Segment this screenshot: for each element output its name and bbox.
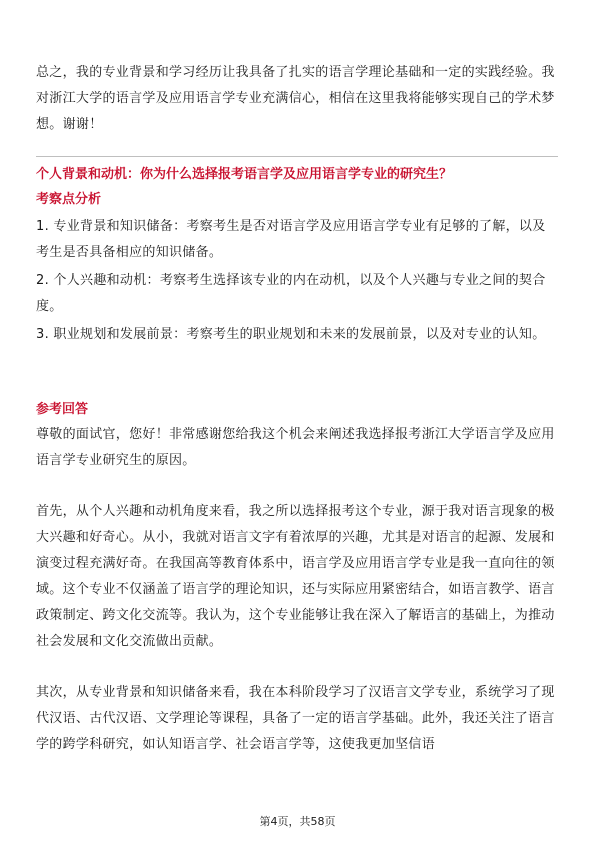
answer-label: 参考回答 — [36, 402, 89, 417]
answer-paragraph: 尊敬的面试官，您好！非常感谢您给我这个机会来阐述我选择报考浙江大学语言学及应用语言学专业研究生的原因。 — [36, 427, 555, 468]
question-heading: 个人背景和动机：你为什么选择报考语言学及应用语言学专业的研究生？ — [36, 167, 453, 182]
analysis-label: 考察点分析 — [36, 192, 102, 207]
analysis-point: 3. 职业规划和发展前景：考察考生的职业规划和未来的发展前景，以及对专业的认知。 — [36, 327, 546, 342]
answer-paragraph: 其次，从专业背景和知识储备来看，我在本科阶段学习了汉语言文学专业，系统学习了现代汉语、古代汉语、文学理论等课程，具备了一定的语言学基础。此外，我还关注了语言学的跨学科研究，如认知语言学、社会语言学等，这使我更加坚信语 — [36, 685, 555, 752]
analysis-points — [36, 214, 558, 350]
section-divider — [36, 156, 558, 157]
analysis-point: 2. 个人兴趣和动机：考察考生选择该专业的内在动机，以及个人兴趣与专业之间的契合度。 — [36, 273, 546, 314]
intro-paragraph: 总之，我的专业背景和学习经历让我具备了扎实的语言学理论基础和一定的实践经验。我对浙江大学的语言学及应用语言学专业充满信心，相信在这里我将能够实现自己的学术梦想。谢谢！ — [36, 65, 555, 132]
page-number: 第4页，共58页 — [259, 815, 336, 828]
answer-body — [36, 422, 558, 758]
analysis-point: 1. 专业背景和知识储备：考察考生是否对语言学及应用语言学专业有足够的了解，以及考生是否具备相应的知识储备。 — [36, 219, 546, 260]
answer-paragraph: 首先，从个人兴趣和动机角度来看，我之所以选择报考这个专业，源于我对语言现象的极大兴趣和好奇心。从小，我就对语言文字有着浓厚的兴趣，尤其是对语言的起源、发展和演变过程充满好奇。在我国高等教育体系中，语言学及应用语言学专业是我一直向往的领域。这个专业不仅涵盖了语言学的理论知识，还与实际应用紧密结合，如语言教学、语言政策制定、跨文化交流等。我认为，这个专业能够让我在深入了解语言的基础上，为推动社会发展和文化交流做出贡献。 — [36, 504, 555, 649]
